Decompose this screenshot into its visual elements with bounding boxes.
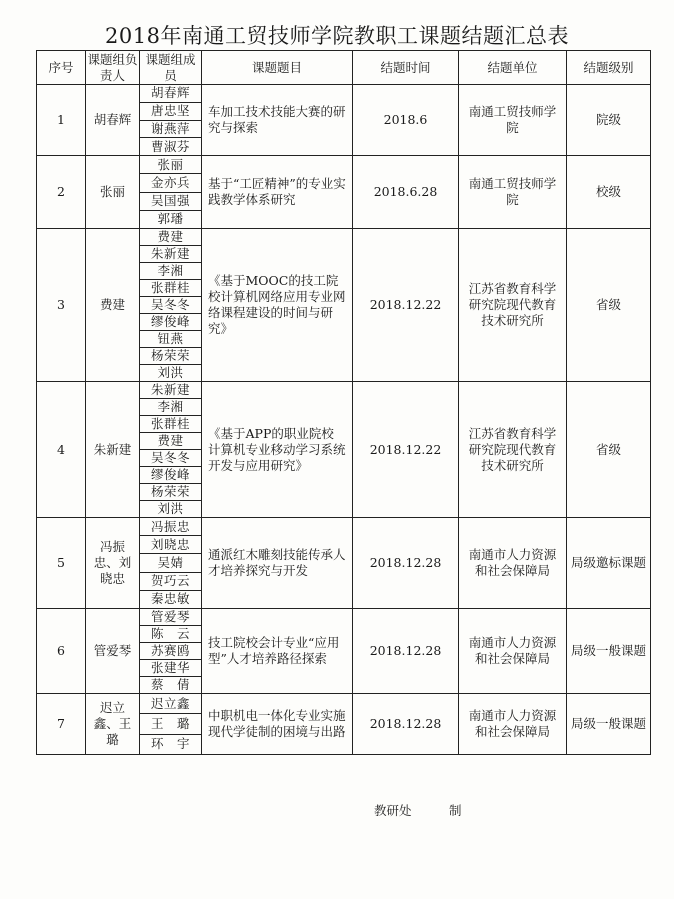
member-list <box>140 85 201 155</box>
row-unit: 南通工贸技师学院 <box>459 85 567 156</box>
row-unit: 南通工贸技师学院 <box>459 156 567 229</box>
member-name: 缪俊峰 <box>140 313 201 330</box>
row-no: 4 <box>37 382 86 518</box>
member-name: 钮燕 <box>140 330 201 347</box>
member-name: 朱新建 <box>140 245 201 262</box>
member-name: 吴国强 <box>140 192 201 210</box>
row-leader: 张丽 <box>86 156 140 229</box>
row-level: 局级一般课题 <box>567 694 651 755</box>
member-name: 王 璐 <box>140 713 201 733</box>
row-no: 2 <box>37 156 86 229</box>
row-leader: 朱新建 <box>86 382 140 518</box>
member-list <box>140 156 201 228</box>
member-name: 吴婧 <box>140 553 201 571</box>
member-list <box>140 229 201 381</box>
header-leader: 课题组负责人 <box>87 51 138 83</box>
header-topic: 课题题目 <box>202 51 353 85</box>
header-level: 结题级别 <box>567 51 651 85</box>
member-name: 环 宇 <box>140 734 201 754</box>
row-time: 2018.6.28 <box>353 156 459 229</box>
footer-issuer: 教研处 制 <box>374 803 462 818</box>
row-time: 2018.12.28 <box>353 694 459 755</box>
table-row <box>37 609 651 694</box>
row-leader: 胡春辉 <box>86 85 140 156</box>
project-summary-table <box>36 50 651 755</box>
row-topic: 《基于APP的职业院校计算机专业移动学习系统开发与应用研究》 <box>202 382 353 518</box>
row-unit: 江苏省教育科学研究院现代教育技术研究所 <box>459 229 567 382</box>
row-time: 2018.12.28 <box>353 518 459 609</box>
member-name: 李湘 <box>140 398 201 415</box>
table-row <box>37 85 651 156</box>
member-name: 费建 <box>140 432 201 449</box>
member-name: 李湘 <box>140 262 201 279</box>
header-members: 课题组成员 <box>140 51 202 85</box>
table-row <box>37 382 651 518</box>
row-no: 5 <box>37 518 86 609</box>
member-name: 曹淑芬 <box>140 137 201 155</box>
page-title: 2018年南通工贸技师学院教职工课题结题汇总表 <box>105 24 569 48</box>
member-name: 唐忠坚 <box>140 102 201 120</box>
member-name: 迟立鑫 <box>150 695 190 711</box>
member-name: 吴冬冬 <box>140 449 201 466</box>
row-unit: 南通市人力资源和社会保障局 <box>459 518 567 609</box>
member-name: 缪俊峰 <box>140 466 201 483</box>
row-leader: 管爱琴 <box>86 609 140 694</box>
member-name: 管爱琴 <box>150 609 190 624</box>
header-time: 结题时间 <box>353 51 459 85</box>
member-name: 张建华 <box>140 659 201 676</box>
row-time: 2018.12.28 <box>353 609 459 694</box>
row-members <box>140 518 202 609</box>
member-name: 刘洪 <box>140 500 201 517</box>
header-unit: 结题单位 <box>459 51 567 85</box>
row-level: 局级邀标课题 <box>567 518 651 609</box>
member-name: 刘晓忠 <box>140 535 201 553</box>
member-name: 贺巧云 <box>140 572 201 590</box>
member-name: 谢燕萍 <box>140 120 201 138</box>
row-no: 1 <box>37 85 86 156</box>
row-level: 校级 <box>567 156 651 229</box>
row-leader: 迟立鑫、王璐 <box>86 694 140 755</box>
header-row <box>37 51 651 85</box>
row-time: 2018.6 <box>353 85 459 156</box>
member-name: 张群桂 <box>140 415 201 432</box>
header-no: 序号 <box>37 51 86 85</box>
member-list <box>140 609 201 693</box>
member-name: 张丽 <box>157 156 184 172</box>
row-leader: 费建 <box>86 229 140 382</box>
row-members <box>140 229 202 382</box>
row-topic: 车加工技术技能大赛的研究与探索 <box>202 85 353 156</box>
member-name: 蔡 倩 <box>140 676 201 693</box>
row-members <box>140 156 202 229</box>
member-name: 郭璠 <box>140 210 201 228</box>
table-row <box>37 229 651 382</box>
row-level: 省级 <box>567 229 651 382</box>
member-name: 杨荣荣 <box>140 347 201 364</box>
row-time: 2018.12.22 <box>353 229 459 382</box>
member-name: 朱新建 <box>150 382 190 397</box>
member-list <box>140 694 201 754</box>
row-members <box>140 694 202 755</box>
row-time: 2018.12.22 <box>353 382 459 518</box>
row-level: 省级 <box>567 382 651 518</box>
row-unit: 南通市人力资源和社会保障局 <box>459 609 567 694</box>
row-topic: 基于“工匠精神”的专业实践教学体系研究 <box>202 156 353 229</box>
member-name: 吴冬冬 <box>140 296 201 313</box>
member-name: 张群桂 <box>140 279 201 296</box>
row-topic: 技工院校会计专业“应用型”人才培养路径探索 <box>202 609 353 694</box>
row-leader: 冯振忠、刘晓忠 <box>86 518 140 609</box>
member-list <box>140 518 201 608</box>
row-unit: 江苏省教育科学研究院现代教育技术研究所 <box>459 382 567 518</box>
table-row <box>37 156 651 229</box>
member-name: 金亦兵 <box>140 173 201 191</box>
member-name: 刘洪 <box>140 364 201 381</box>
row-no: 3 <box>37 229 86 382</box>
member-list <box>140 382 201 517</box>
member-name: 秦忠敏 <box>140 590 201 608</box>
member-name: 冯振忠 <box>150 518 190 534</box>
row-topic: 通派红木雕刻技能传承人才培养探究与开发 <box>202 518 353 609</box>
row-level: 局级一般课题 <box>567 609 651 694</box>
row-level: 院级 <box>567 85 651 156</box>
member-name: 胡春辉 <box>150 85 190 101</box>
row-no: 6 <box>37 609 86 694</box>
member-name: 费建 <box>157 229 184 244</box>
row-no: 7 <box>37 694 86 755</box>
member-name: 杨荣荣 <box>140 483 201 500</box>
row-topic: 中职机电一体化专业实施现代学徒制的困境与出路 <box>202 694 353 755</box>
row-unit: 南通市人力资源和社会保障局 <box>459 694 567 755</box>
table-row <box>37 694 651 755</box>
table-row <box>37 518 651 609</box>
member-name: 苏赛鸥 <box>140 642 201 659</box>
row-members <box>140 382 202 518</box>
row-topic: 《基于MOOC的技工院校计算机网络应用专业网络课程建设的时间与研究》 <box>202 229 353 382</box>
row-members <box>140 609 202 694</box>
member-name: 陈 云 <box>140 625 201 642</box>
row-members <box>140 85 202 156</box>
